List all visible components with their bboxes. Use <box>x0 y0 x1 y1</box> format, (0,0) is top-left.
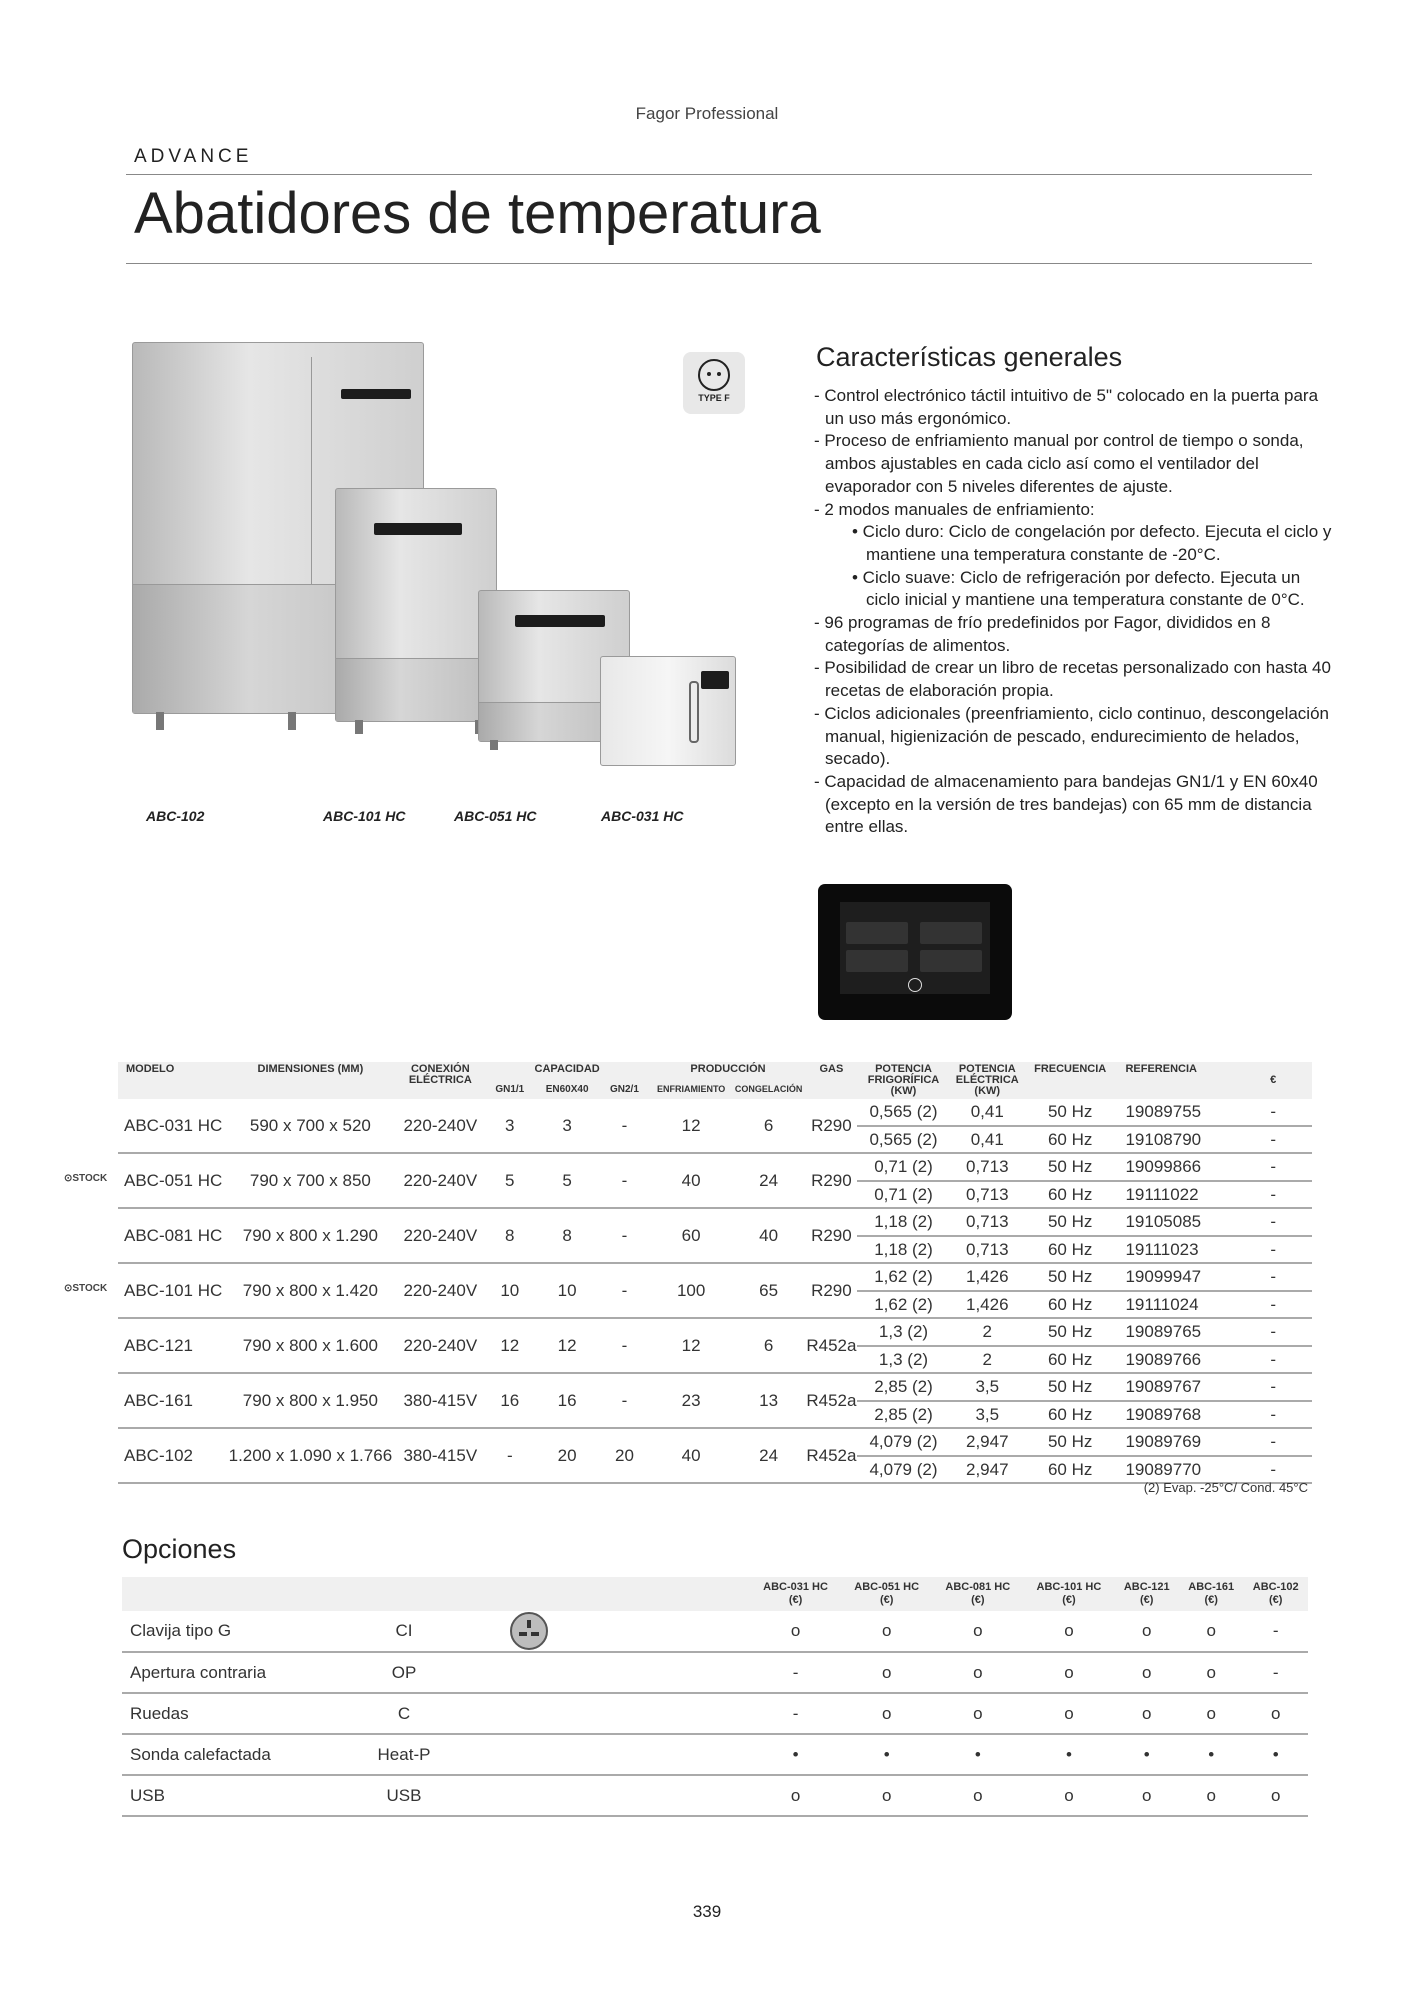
option-value: o <box>1243 1693 1308 1734</box>
cell-gn21: - <box>598 1373 650 1428</box>
option-value: • <box>932 1734 1023 1775</box>
cell-precio: - <box>1234 1126 1312 1154</box>
option-col-model: ABC-121 <box>1123 1581 1170 1593</box>
socket-icon <box>698 359 730 391</box>
cell-connection: 380-415V <box>397 1373 484 1428</box>
col-header-produccion: PRODUCCIÓN <box>651 1062 806 1079</box>
model-label-abc-102: ABC-102 <box>146 808 205 824</box>
col-header-frecuencia: FRECUENCIA <box>1025 1062 1116 1099</box>
option-value: o <box>841 1775 932 1816</box>
features-title: Características generales <box>816 342 1123 372</box>
cell-model: ABC-081 HC <box>118 1208 224 1263</box>
cell-congelacion: 13 <box>732 1373 806 1428</box>
cell-frecuencia: 60 Hz <box>1025 1346 1116 1374</box>
product-image <box>120 320 760 824</box>
cell-frecuencia: 60 Hz <box>1025 1291 1116 1319</box>
cell-connection: 220-240V <box>397 1153 484 1208</box>
cell-referencia: 19111024 <box>1115 1291 1234 1319</box>
option-value: o <box>1023 1652 1114 1693</box>
cell-model: ABC-031 HC <box>118 1099 224 1153</box>
cell-pot-frig: 0,565 (2) <box>857 1126 949 1154</box>
spec-row <box>118 1373 1312 1401</box>
option-value: o <box>1115 1693 1179 1734</box>
cell-pot-elec: 2,947 <box>950 1428 1025 1456</box>
spec-row <box>118 1099 1312 1126</box>
option-value: - <box>1243 1611 1308 1652</box>
option-value: o <box>932 1652 1023 1693</box>
col-header-conexion: CONEXIÓN ELÉCTRICA <box>397 1062 484 1099</box>
model-label-abc-031: ABC-031 HC <box>601 808 684 824</box>
col-header-en60x40: EN60X40 <box>536 1079 599 1099</box>
option-value: o <box>1115 1652 1179 1693</box>
cell-enfriamiento: 23 <box>651 1373 732 1428</box>
cell-frecuencia: 60 Hz <box>1025 1126 1116 1154</box>
feature-item: • Ciclo duro: Ciclo de congelación por defecto. Ejecuta el ciclo y mantiene una temperatura constante de -20°C. <box>852 522 1332 564</box>
col-header-gn21: GN2/1 <box>598 1079 650 1099</box>
series-name: ADVANCE <box>134 146 253 167</box>
cell-frecuencia: 50 Hz <box>1025 1263 1116 1291</box>
cell-precio: - <box>1234 1291 1312 1319</box>
cell-dimensions: 790 x 800 x 1.290 <box>224 1208 397 1263</box>
specifications-table <box>118 1062 1312 1484</box>
cell-pot-elec: 0,41 <box>950 1126 1025 1154</box>
option-value: o <box>1115 1775 1179 1816</box>
option-name: Apertura contraria <box>122 1652 358 1693</box>
option-col-model: ABC-051 HC <box>854 1581 920 1593</box>
option-value: o <box>841 1652 932 1693</box>
cell-pot-frig: 0,565 (2) <box>857 1099 949 1126</box>
options-title: Opciones <box>122 1534 237 1564</box>
option-icon-cell <box>450 1652 750 1693</box>
col-header-enfriamiento: ENFRIAMIENTO <box>651 1079 732 1099</box>
option-code: Heat-P <box>358 1734 450 1775</box>
cell-precio: - <box>1234 1456 1312 1484</box>
option-value: - <box>1243 1652 1308 1693</box>
cell-pot-elec: 0,713 <box>950 1153 1025 1181</box>
cell-pot-elec: 2,947 <box>950 1456 1025 1484</box>
option-name: USB <box>122 1775 358 1816</box>
option-value: o <box>750 1775 841 1816</box>
cell-pot-frig: 0,71 (2) <box>857 1181 949 1209</box>
spec-row <box>118 1428 1312 1456</box>
option-col-model: ABC-081 HC <box>945 1581 1011 1593</box>
cell-referencia: 19089770 <box>1115 1456 1234 1484</box>
cell-dimensions: 790 x 800 x 1.950 <box>224 1373 397 1428</box>
cell-pot-frig: 1,62 (2) <box>857 1263 949 1291</box>
cell-precio: - <box>1234 1346 1312 1374</box>
cell-pot-frig: 1,3 (2) <box>857 1346 949 1374</box>
cell-enfriamiento: 12 <box>651 1318 732 1373</box>
cell-gn11: - <box>484 1428 536 1483</box>
cell-pot-elec: 1,426 <box>950 1263 1025 1291</box>
cell-frecuencia: 60 Hz <box>1025 1181 1116 1209</box>
cell-referencia: 19099947 <box>1115 1263 1234 1291</box>
cell-gn21: - <box>598 1263 650 1318</box>
cell-precio: - <box>1234 1373 1312 1401</box>
cell-connection: 220-240V <box>397 1099 484 1153</box>
cell-dimensions: 1.200 x 1.090 x 1.766 <box>224 1428 397 1483</box>
cell-frecuencia: 50 Hz <box>1025 1318 1116 1346</box>
option-value: o <box>1179 1611 1243 1652</box>
type-f-socket-badge: TYPE F <box>683 352 745 414</box>
option-icon-cell <box>450 1611 750 1652</box>
cell-congelacion: 65 <box>732 1263 806 1318</box>
option-col-header <box>932 1577 1023 1611</box>
col-header-referencia: REFERENCIA <box>1115 1062 1234 1099</box>
option-value: • <box>1023 1734 1114 1775</box>
brand-name: Fagor Professional <box>635 104 779 123</box>
cell-frecuencia: 50 Hz <box>1025 1428 1116 1456</box>
cell-gn21: - <box>598 1153 650 1208</box>
options-table <box>122 1577 1308 1817</box>
cell-en60x40: 5 <box>536 1153 599 1208</box>
cell-connection: 220-240V <box>397 1318 484 1373</box>
cell-referencia: 19111023 <box>1115 1236 1234 1264</box>
stock-badge: ⊙STOCK <box>64 1173 108 1184</box>
option-row <box>122 1734 1308 1775</box>
option-value: o <box>1023 1775 1114 1816</box>
cell-gn11: 12 <box>484 1318 536 1373</box>
option-value: o <box>1115 1611 1179 1652</box>
cell-referencia: 19089765 <box>1115 1318 1234 1346</box>
cell-enfriamiento: 100 <box>651 1263 732 1318</box>
cell-precio: - <box>1234 1153 1312 1181</box>
page-title: Abatidores de temperatura <box>134 181 821 246</box>
feature-item: • Ciclo suave: Ciclo de refrigeración por defecto. Ejecuta un ciclo inicial y mantiene una temperatura constante de 0°C. <box>852 567 1305 610</box>
cell-enfriamiento: 60 <box>651 1208 732 1263</box>
option-name: Clavija tipo G <box>122 1611 358 1652</box>
cell-pot-elec: 3,5 <box>950 1373 1025 1401</box>
cell-congelacion: 24 <box>732 1153 806 1208</box>
cell-model: ABC-051 HC <box>118 1153 224 1208</box>
cell-pot-elec: 0,713 <box>950 1208 1025 1236</box>
cell-pot-frig: 1,3 (2) <box>857 1318 949 1346</box>
cell-gas: R290 <box>805 1208 857 1263</box>
option-col-header <box>1179 1577 1243 1611</box>
cell-dimensions: 790 x 800 x 1.600 <box>224 1318 397 1373</box>
cell-gn21: - <box>598 1208 650 1263</box>
cell-gas: R290 <box>805 1153 857 1208</box>
option-col-unit: (€) <box>788 1594 803 1606</box>
option-col-header <box>1243 1577 1308 1611</box>
model-label-abc-051: ABC-051 HC <box>454 808 537 824</box>
option-code: CI <box>358 1611 450 1652</box>
cell-frecuencia: 60 Hz <box>1025 1236 1116 1264</box>
option-col-unit: (€) <box>1140 1594 1154 1606</box>
cell-en60x40: 20 <box>536 1428 599 1483</box>
option-col-model: ABC-101 HC <box>1036 1581 1102 1593</box>
cell-model: ABC-161 <box>118 1373 224 1428</box>
option-col-unit: (€) <box>1204 1594 1218 1606</box>
cell-pot-elec: 0,41 <box>950 1099 1025 1126</box>
spec-row <box>118 1263 1312 1291</box>
option-code: OP <box>358 1652 450 1693</box>
option-col-model: ABC-102 <box>1252 1581 1299 1593</box>
option-value: o <box>1179 1693 1243 1734</box>
cell-referencia: 19111022 <box>1115 1181 1234 1209</box>
col-header-congelacion: CONGELACIÓN <box>732 1079 806 1099</box>
col-header-pot-elec: POTENCIA ELÉCTRICA (KW) <box>950 1062 1025 1099</box>
cell-gn11: 3 <box>484 1099 536 1153</box>
option-value: o <box>932 1775 1023 1816</box>
cell-gas: R452a <box>805 1318 857 1373</box>
cell-pot-elec: 1,426 <box>950 1291 1025 1319</box>
cell-referencia: 19089755 <box>1115 1099 1234 1126</box>
col-header-pot-frig: POTENCIA FRIGORÍFICA (KW) <box>857 1062 949 1099</box>
option-value: o <box>1243 1775 1308 1816</box>
cell-pot-frig: 2,85 (2) <box>857 1373 949 1401</box>
cell-referencia: 19089766 <box>1115 1346 1234 1374</box>
col-header-gas: GAS <box>805 1062 857 1099</box>
option-name: Ruedas <box>122 1693 358 1734</box>
option-value: • <box>841 1734 932 1775</box>
option-name: Sonda calefactada <box>122 1734 358 1775</box>
unit-abc-101 <box>335 488 497 722</box>
uk-plug-icon <box>510 1612 548 1650</box>
cell-precio: - <box>1234 1263 1312 1291</box>
option-col-header <box>750 1577 841 1611</box>
option-icon-cell <box>450 1693 750 1734</box>
option-value: - <box>750 1693 841 1734</box>
option-col-unit: (€) <box>1269 1594 1283 1606</box>
option-row <box>122 1693 1308 1734</box>
col-header-precio: € <box>1234 1062 1312 1099</box>
cell-precio: - <box>1234 1208 1312 1236</box>
cell-pot-elec: 3,5 <box>950 1401 1025 1429</box>
spec-row <box>118 1153 1312 1181</box>
cell-precio: - <box>1234 1428 1312 1456</box>
cell-pot-frig: 1,18 (2) <box>857 1208 949 1236</box>
option-col-header <box>841 1577 932 1611</box>
cell-connection: 220-240V <box>397 1208 484 1263</box>
cell-pot-frig: 4,079 (2) <box>857 1456 949 1484</box>
cell-congelacion: 40 <box>732 1208 806 1263</box>
cell-gas: R290 <box>805 1099 857 1153</box>
col-header-capacidad: CAPACIDAD <box>484 1062 651 1079</box>
cell-pot-frig: 4,079 (2) <box>857 1428 949 1456</box>
option-value: o <box>1179 1775 1243 1816</box>
option-col-unit: (€) <box>1062 1594 1076 1606</box>
title-divider <box>126 263 1312 264</box>
cell-connection: 220-240V <box>397 1263 484 1318</box>
option-value: - <box>750 1652 841 1693</box>
cell-enfriamiento: 12 <box>651 1099 732 1153</box>
cell-frecuencia: 60 Hz <box>1025 1456 1116 1484</box>
cell-frecuencia: 50 Hz <box>1025 1373 1116 1401</box>
cell-dimensions: 790 x 800 x 1.420 <box>224 1263 397 1318</box>
cell-frecuencia: 50 Hz <box>1025 1208 1116 1236</box>
option-row <box>122 1775 1308 1816</box>
cell-enfriamiento: 40 <box>651 1428 732 1483</box>
cell-referencia: 19105085 <box>1115 1208 1234 1236</box>
option-value: • <box>1243 1734 1308 1775</box>
feature-item: - 96 programas de frío predefinidos por Fagor, divididos en 8 categorías de alimentos. <box>814 613 1271 655</box>
cell-gn21: - <box>598 1099 650 1153</box>
cell-referencia: 19089767 <box>1115 1373 1234 1401</box>
option-value: • <box>1179 1734 1243 1775</box>
option-value: o <box>1179 1652 1243 1693</box>
col-header-dimensiones: DIMENSIONES (MM) <box>224 1062 397 1099</box>
touch-control-panel-image <box>818 884 1012 1020</box>
option-value: o <box>932 1611 1023 1652</box>
cell-referencia: 19099866 <box>1115 1153 1234 1181</box>
stock-badge: ⊙STOCK <box>64 1283 108 1294</box>
cell-frecuencia: 60 Hz <box>1025 1401 1116 1429</box>
cell-en60x40: 12 <box>536 1318 599 1373</box>
cell-pot-elec: 2 <box>950 1346 1025 1374</box>
option-icon-cell <box>450 1734 750 1775</box>
option-col-model: ABC-031 HC <box>763 1581 828 1593</box>
option-value: o <box>841 1693 932 1734</box>
features-list <box>814 385 1334 839</box>
cell-gn11: 10 <box>484 1263 536 1318</box>
cell-referencia: 19089769 <box>1115 1428 1234 1456</box>
cell-frecuencia: 50 Hz <box>1025 1153 1116 1181</box>
cell-precio: - <box>1234 1181 1312 1209</box>
cell-pot-frig: 1,18 (2) <box>857 1236 949 1264</box>
option-icon-cell <box>450 1775 750 1816</box>
cell-gas: R452a <box>805 1428 857 1483</box>
cell-precio: - <box>1234 1236 1312 1264</box>
model-label-abc-101: ABC-101 HC <box>323 808 406 824</box>
footnote: (2) Evap. -25°C/ Cond. 45°C <box>1143 1480 1308 1495</box>
cell-gn21: - <box>598 1318 650 1373</box>
feature-item: - Posibilidad de crear un libro de recetas personalizado con hasta 40 recetas de elaboración propia. <box>814 658 1331 701</box>
option-row <box>122 1652 1308 1693</box>
cell-gn21: 20 <box>598 1428 650 1483</box>
cell-gn11: 5 <box>484 1153 536 1208</box>
cell-model: ABC-101 HC <box>118 1263 224 1318</box>
cell-referencia: 19089768 <box>1115 1401 1234 1429</box>
cell-model: ABC-121 <box>118 1318 224 1373</box>
cell-en60x40: 16 <box>536 1373 599 1428</box>
cell-pot-elec: 0,713 <box>950 1236 1025 1264</box>
cell-gas: R452a <box>805 1373 857 1428</box>
cell-precio: - <box>1234 1318 1312 1346</box>
page-number: 339 <box>692 1902 722 1921</box>
option-value: • <box>1115 1734 1179 1775</box>
option-value: o <box>841 1611 932 1652</box>
feature-item: - Ciclos adicionales (preenfriamiento, ciclo continuo, descongelación manual, higienización de pescado, endurecimiento de helados, secado). <box>814 703 1329 769</box>
option-col-model: ABC-161 <box>1188 1581 1235 1593</box>
cell-precio: - <box>1234 1401 1312 1429</box>
cell-dimensions: 590 x 700 x 520 <box>224 1099 397 1153</box>
option-row <box>122 1611 1308 1652</box>
feature-item: - Capacidad de almacenamiento para bandejas GN1/1 y EN 60x40 (excepto en la versión de tres bandejas) con 65 mm de distancia entre ellas. <box>814 771 1318 837</box>
col-header-modelo: MODELO <box>118 1062 224 1099</box>
cell-frecuencia: 50 Hz <box>1025 1099 1116 1126</box>
option-value: o <box>750 1611 841 1652</box>
cell-connection: 380-415V <box>397 1428 484 1483</box>
cell-pot-elec: 0,713 <box>950 1181 1025 1209</box>
cell-dimensions: 790 x 700 x 850 <box>224 1153 397 1208</box>
feature-item: - 2 modos manuales de enfriamiento: <box>814 499 1095 519</box>
cell-en60x40: 10 <box>536 1263 599 1318</box>
unit-abc-031 <box>600 656 736 766</box>
col-header-gn11: GN1/1 <box>484 1079 536 1099</box>
cell-en60x40: 3 <box>536 1099 599 1153</box>
cell-congelacion: 6 <box>732 1318 806 1373</box>
cell-pot-elec: 2 <box>950 1318 1025 1346</box>
option-col-header <box>1115 1577 1179 1611</box>
cell-pot-frig: 1,62 (2) <box>857 1291 949 1319</box>
feature-item: - Control electrónico táctil intuitivo de 5" colocado en la puerta para un uso más ergonómico. <box>814 386 1319 428</box>
cell-en60x40: 8 <box>536 1208 599 1263</box>
feature-item: - Proceso de enfriamiento manual por control de tiempo o sonda, ambos ajustables en cada ciclo así como el ventilador del evaporador con 5 niveles diferentes de ajuste. <box>814 431 1304 496</box>
cell-precio: - <box>1234 1099 1312 1126</box>
cell-congelacion: 6 <box>732 1099 806 1153</box>
option-code: USB <box>358 1775 450 1816</box>
cell-gn11: 16 <box>484 1373 536 1428</box>
header-divider <box>126 174 1312 175</box>
option-value: • <box>750 1734 841 1775</box>
spec-row <box>118 1208 1312 1236</box>
option-code: C <box>358 1693 450 1734</box>
cell-gn11: 8 <box>484 1208 536 1263</box>
option-col-unit: (€) <box>971 1594 985 1606</box>
cell-referencia: 19108790 <box>1115 1126 1234 1154</box>
option-value: o <box>1023 1611 1114 1652</box>
spec-row <box>118 1318 1312 1346</box>
cell-gas: R290 <box>805 1263 857 1318</box>
cell-pot-frig: 2,85 (2) <box>857 1401 949 1429</box>
option-value: o <box>1023 1693 1114 1734</box>
cell-congelacion: 24 <box>732 1428 806 1483</box>
option-col-header <box>1023 1577 1114 1611</box>
cell-pot-frig: 0,71 (2) <box>857 1153 949 1181</box>
option-col-unit: (€) <box>879 1594 894 1606</box>
cell-enfriamiento: 40 <box>651 1153 732 1208</box>
option-value: o <box>932 1693 1023 1734</box>
cell-model: ABC-102 <box>118 1428 224 1483</box>
